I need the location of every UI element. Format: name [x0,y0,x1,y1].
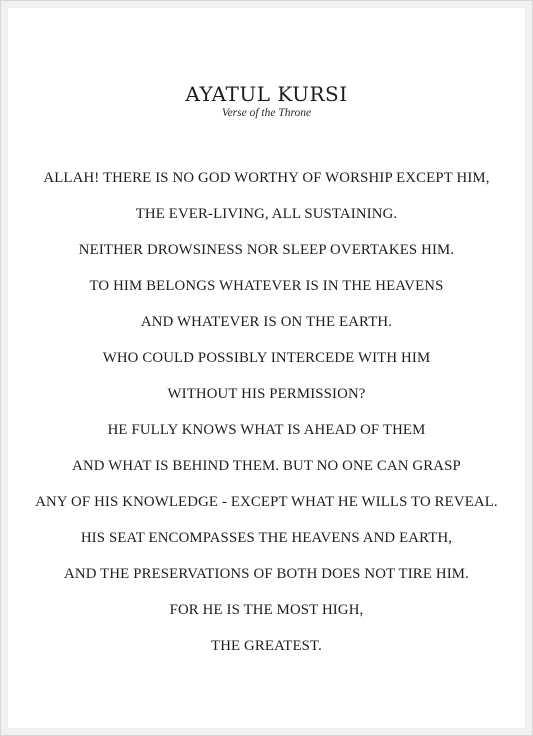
verse-line: THE EVER-LIVING, ALL SUSTAINING. [135,206,398,222]
verse-line: THE GREATEST. [211,638,322,654]
poster-title: AYATUL KURSI [185,82,348,106]
verse-line: FOR HE IS THE MOST HIGH, [169,602,364,618]
verse-line: TO HIM BELONGS WHATEVER IS IN THE HEAVENS [89,278,444,294]
verse-line: ANY OF HIS KNOWLEDGE - EXCEPT WHAT HE WILLS TO REVEAL. [35,494,498,510]
verse-line: AND THE PRESERVATIONS OF BOTH DOES NOT TIRE HIM. [64,566,469,582]
verse-line: WHO COULD POSSIBLY INTERCEDE WITH HIM [102,350,431,366]
verse-text [7,160,526,664]
verse-line: WITHOUT HIS PERMISSION? [167,386,366,402]
poster-subtitle: Verse of the Throne [221,107,312,119]
verse-line: HIS SEAT ENCOMPASSES THE HEAVENS AND EARTH, [80,530,453,546]
verse-line: NEITHER DROWSINESS NOR SLEEP OVERTAKES HIM. [78,242,455,258]
verse-line: HE FULLY KNOWS WHAT IS AHEAD OF THEM [107,422,426,438]
verse-line: ALLAH! THERE IS NO GOD WORTHY OF WORSHIP EXCEPT HIM, [43,170,490,186]
verse-line: AND WHATEVER IS ON THE EARTH. [140,314,393,330]
verse-line: AND WHAT IS BEHIND THEM. BUT NO ONE CAN GRASP [72,458,461,474]
poster-paper [7,7,526,729]
